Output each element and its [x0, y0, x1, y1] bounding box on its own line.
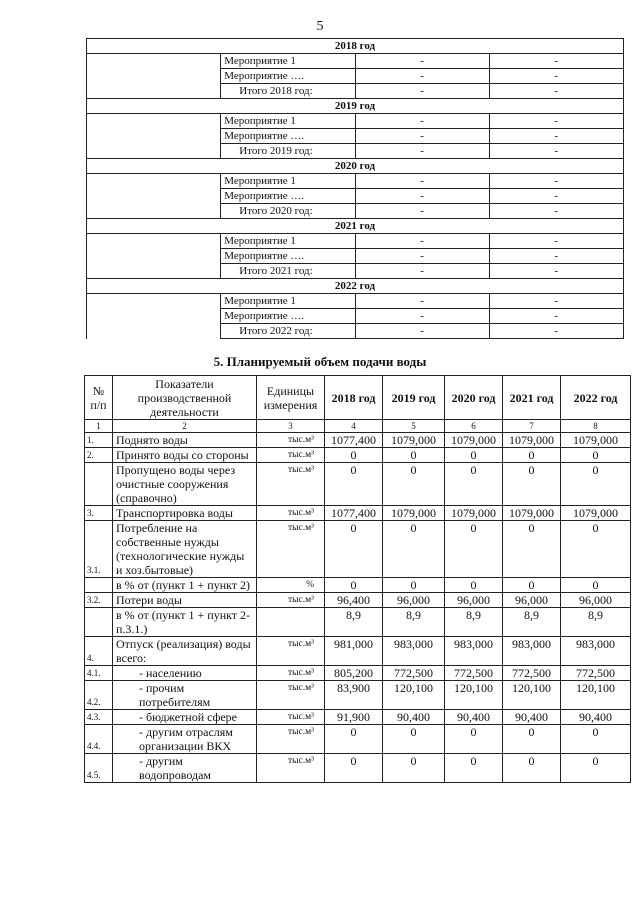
empty-cell — [87, 129, 221, 144]
unit: тыс.м³ — [257, 433, 325, 448]
total-label: Итого 2022 год: — [221, 324, 355, 339]
index-cell: 4 — [325, 420, 383, 433]
value-cell: 805,200 — [325, 666, 383, 681]
indicator-name: - бюджетной сфере — [113, 710, 257, 725]
header-2018: 2018 год — [325, 376, 383, 420]
year-header-row — [87, 159, 624, 174]
value-cell: 0 — [383, 725, 445, 754]
page-number: 5 — [316, 19, 324, 34]
indicator-name: Потери воды — [113, 593, 257, 608]
unit: тыс.м³ — [257, 754, 325, 783]
empty-cell — [87, 189, 221, 204]
header-indicator: Показатели производственной деятельности — [113, 376, 257, 420]
value-cell: 8,9 — [503, 608, 561, 637]
measure-row — [87, 129, 624, 144]
value-cell: 1077,400 — [325, 506, 383, 521]
value-cell: 0 — [383, 521, 445, 578]
value-cell: 1079,000 — [445, 506, 503, 521]
row-number: 3. — [85, 506, 113, 521]
table-row — [85, 521, 631, 578]
value-cell: 120,100 — [503, 681, 561, 710]
unit: тыс.м³ — [257, 448, 325, 463]
unit: тыс.м³ — [257, 637, 325, 666]
dash-value: - — [355, 309, 489, 324]
empty-cell — [87, 144, 221, 159]
indicator-name: Транспортировка воды — [113, 506, 257, 521]
total-row — [87, 204, 624, 219]
row-number: 4.3. — [85, 710, 113, 725]
measure-row — [87, 294, 624, 309]
indicator-name: - другим водопроводам — [113, 754, 257, 783]
table-row — [85, 578, 631, 593]
measure-row — [87, 249, 624, 264]
row-number — [85, 578, 113, 593]
table-row — [85, 725, 631, 754]
unit: тыс.м³ — [257, 593, 325, 608]
row-number: 4. — [85, 637, 113, 666]
dash-value: - — [489, 54, 623, 69]
indicator-name: Потребление на собственные нужды (технологические нужды и хоз.бытовые) — [113, 521, 257, 578]
dash-value: - — [355, 294, 489, 309]
value-cell: 90,400 — [503, 710, 561, 725]
value-cell: 772,500 — [445, 666, 503, 681]
table-row — [85, 463, 631, 506]
row-number — [85, 463, 113, 506]
dash-value: - — [489, 234, 623, 249]
value-cell: 0 — [445, 725, 503, 754]
value-cell: 0 — [561, 448, 631, 463]
table-row — [85, 754, 631, 783]
total-row — [87, 84, 624, 99]
dash-value: - — [355, 204, 489, 219]
value-cell: 0 — [561, 754, 631, 783]
value-cell: 0 — [503, 578, 561, 593]
value-cell: 96,000 — [503, 593, 561, 608]
value-cell: 8,9 — [445, 608, 503, 637]
dash-value: - — [355, 234, 489, 249]
indicator-name: - другим отраслям организации ВКХ — [113, 725, 257, 754]
value-cell: 0 — [503, 463, 561, 506]
total-label: Итого 2020 год: — [221, 204, 355, 219]
header-num: № п/п — [85, 376, 113, 420]
index-cell: 1 — [85, 420, 113, 433]
measure-row — [87, 114, 624, 129]
value-cell: 983,000 — [383, 637, 445, 666]
dash-value: - — [355, 84, 489, 99]
empty-cell — [87, 264, 221, 279]
header-row — [85, 376, 631, 420]
value-cell: 0 — [445, 521, 503, 578]
table-row — [85, 433, 631, 448]
value-cell: 0 — [445, 578, 503, 593]
year-header-row — [87, 99, 624, 114]
empty-cell — [87, 54, 221, 69]
indicator-name: в % от (пункт 1 + пункт 2) — [113, 578, 257, 593]
measure-row — [87, 309, 624, 324]
total-row — [87, 144, 624, 159]
dash-value: - — [489, 144, 623, 159]
value-cell: 983,000 — [503, 637, 561, 666]
dash-value: - — [489, 294, 623, 309]
measure-row — [87, 189, 624, 204]
value-cell: 0 — [325, 448, 383, 463]
measure-row — [87, 174, 624, 189]
total-row — [87, 264, 624, 279]
value-cell: 0 — [503, 754, 561, 783]
year-header-row — [87, 39, 624, 54]
year-label: 2019 год — [87, 99, 624, 114]
measure-label: Мероприятие 1 — [221, 174, 355, 189]
value-cell: 0 — [445, 754, 503, 783]
row-number: 4.5. — [85, 754, 113, 783]
value-cell: 8,9 — [383, 608, 445, 637]
value-cell: 1079,000 — [383, 433, 445, 448]
row-number: 4.1. — [85, 666, 113, 681]
empty-cell — [87, 234, 221, 249]
empty-cell — [87, 309, 221, 324]
measure-row — [87, 69, 624, 84]
table-row — [85, 710, 631, 725]
table-row — [85, 608, 631, 637]
value-cell: 772,500 — [383, 666, 445, 681]
measure-row — [87, 54, 624, 69]
index-cell: 3 — [257, 420, 325, 433]
value-cell: 120,100 — [561, 681, 631, 710]
value-cell: 1077,400 — [325, 433, 383, 448]
dash-value: - — [355, 69, 489, 84]
value-cell: 8,9 — [325, 608, 383, 637]
index-cell: 7 — [503, 420, 561, 433]
dash-value: - — [489, 129, 623, 144]
value-cell: 83,900 — [325, 681, 383, 710]
value-cell: 983,000 — [445, 637, 503, 666]
dash-value: - — [355, 129, 489, 144]
index-cell: 5 — [383, 420, 445, 433]
row-number: 4.2. — [85, 681, 113, 710]
empty-cell — [87, 204, 221, 219]
column-index-row — [85, 420, 631, 433]
header-2019: 2019 год — [383, 376, 445, 420]
value-cell: 90,400 — [383, 710, 445, 725]
header-2021: 2021 год — [503, 376, 561, 420]
unit — [257, 608, 325, 637]
value-cell: 1079,000 — [561, 433, 631, 448]
dash-value: - — [489, 189, 623, 204]
total-label: Итого 2021 год: — [221, 264, 355, 279]
empty-cell — [87, 174, 221, 189]
value-cell: 983,000 — [561, 637, 631, 666]
dash-value: - — [355, 144, 489, 159]
dash-value: - — [489, 249, 623, 264]
measure-label: Мероприятие …. — [221, 129, 355, 144]
year-label: 2022 год — [87, 279, 624, 294]
table-row — [85, 681, 631, 710]
indicator-name: - населению — [113, 666, 257, 681]
value-cell: 0 — [383, 578, 445, 593]
dash-value: - — [355, 249, 489, 264]
value-cell: 0 — [503, 725, 561, 754]
indicator-name: Пропущено воды через очистные сооружения (справочно) — [113, 463, 257, 506]
dash-value: - — [355, 189, 489, 204]
table-row — [85, 506, 631, 521]
empty-cell — [87, 114, 221, 129]
year-label: 2021 год — [87, 219, 624, 234]
dash-value: - — [489, 204, 623, 219]
measure-label: Мероприятие 1 — [221, 294, 355, 309]
dash-value: - — [489, 324, 623, 339]
section-title: 5. Планируемый объем подачи воды — [213, 354, 427, 369]
year-label: 2020 год — [87, 159, 624, 174]
empty-cell — [87, 84, 221, 99]
row-number: 4.4. — [85, 725, 113, 754]
empty-cell — [87, 249, 221, 264]
table-row — [85, 637, 631, 666]
unit: % — [257, 578, 325, 593]
value-cell: 1079,000 — [503, 506, 561, 521]
row-number: 3.1. — [85, 521, 113, 578]
value-cell: 0 — [561, 463, 631, 506]
year-label: 2018 год — [87, 39, 624, 54]
measure-label: Мероприятие …. — [221, 309, 355, 324]
indicator-name: Поднято воды — [113, 433, 257, 448]
value-cell: 0 — [503, 448, 561, 463]
total-label: Итого 2019 год: — [221, 144, 355, 159]
value-cell: 120,100 — [383, 681, 445, 710]
value-cell: 0 — [383, 754, 445, 783]
header-unit: Единицы измерения — [257, 376, 325, 420]
indicator-name: Отпуск (реализация) воды всего: — [113, 637, 257, 666]
value-cell: 1079,000 — [445, 433, 503, 448]
value-cell: 0 — [561, 578, 631, 593]
measure-label: Мероприятие 1 — [221, 114, 355, 129]
dash-value: - — [489, 309, 623, 324]
row-number: 1. — [85, 433, 113, 448]
total-row — [87, 324, 624, 339]
table-row — [85, 593, 631, 608]
value-cell: 0 — [325, 754, 383, 783]
unit: тыс.м³ — [257, 666, 325, 681]
measure-label: Мероприятие 1 — [221, 234, 355, 249]
measure-row — [87, 234, 624, 249]
unit: тыс.м³ — [257, 506, 325, 521]
dash-value: - — [355, 114, 489, 129]
dash-value: - — [489, 264, 623, 279]
table-row — [85, 666, 631, 681]
value-cell: 0 — [325, 463, 383, 506]
value-cell: 96,400 — [325, 593, 383, 608]
row-number: 3.2. — [85, 593, 113, 608]
value-cell: 1079,000 — [503, 433, 561, 448]
value-cell: 772,500 — [561, 666, 631, 681]
row-number — [85, 608, 113, 637]
year-header-row — [87, 279, 624, 294]
total-label: Итого 2018 год: — [221, 84, 355, 99]
unit: тыс.м³ — [257, 521, 325, 578]
dash-value: - — [489, 69, 623, 84]
value-cell: 96,000 — [561, 593, 631, 608]
value-cell: 0 — [445, 448, 503, 463]
value-cell: 0 — [561, 521, 631, 578]
indicator-name: - прочим потребителям — [113, 681, 257, 710]
dash-value: - — [355, 324, 489, 339]
value-cell: 0 — [325, 521, 383, 578]
value-cell: 96,000 — [445, 593, 503, 608]
water-supply-table — [84, 375, 631, 783]
dash-value: - — [355, 264, 489, 279]
row-number: 2. — [85, 448, 113, 463]
dash-value: - — [355, 174, 489, 189]
measure-label: Мероприятие …. — [221, 189, 355, 204]
value-cell: 120,100 — [445, 681, 503, 710]
unit: тыс.м³ — [257, 710, 325, 725]
plan-measures-table — [86, 38, 624, 339]
dash-value: - — [489, 114, 623, 129]
value-cell: 90,400 — [561, 710, 631, 725]
value-cell: 8,9 — [561, 608, 631, 637]
value-cell: 1079,000 — [561, 506, 631, 521]
value-cell: 0 — [445, 463, 503, 506]
value-cell: 0 — [325, 725, 383, 754]
header-2020: 2020 год — [445, 376, 503, 420]
header-2022: 2022 год — [561, 376, 631, 420]
value-cell: 96,000 — [383, 593, 445, 608]
empty-cell — [87, 294, 221, 309]
value-cell: 91,900 — [325, 710, 383, 725]
value-cell: 981,000 — [325, 637, 383, 666]
value-cell: 1079,000 — [383, 506, 445, 521]
value-cell: 0 — [383, 463, 445, 506]
value-cell: 0 — [325, 578, 383, 593]
value-cell: 0 — [503, 521, 561, 578]
value-cell: 0 — [383, 448, 445, 463]
indicator-name: в % от (пункт 1 + пункт 2-п.3.1.) — [113, 608, 257, 637]
table-row — [85, 448, 631, 463]
unit: тыс.м³ — [257, 681, 325, 710]
measure-label: Мероприятие …. — [221, 69, 355, 84]
unit: тыс.м³ — [257, 725, 325, 754]
index-cell: 2 — [113, 420, 257, 433]
dash-value: - — [489, 84, 623, 99]
unit: тыс.м³ — [257, 463, 325, 506]
measure-label: Мероприятие 1 — [221, 54, 355, 69]
indicator-name: Принято воды со стороны — [113, 448, 257, 463]
dash-value: - — [355, 54, 489, 69]
measure-label: Мероприятие …. — [221, 249, 355, 264]
value-cell: 772,500 — [503, 666, 561, 681]
value-cell: 0 — [561, 725, 631, 754]
value-cell: 90,400 — [445, 710, 503, 725]
empty-cell — [87, 69, 221, 84]
year-header-row — [87, 219, 624, 234]
dash-value: - — [489, 174, 623, 189]
index-cell: 6 — [445, 420, 503, 433]
empty-cell — [87, 324, 221, 339]
index-cell: 8 — [561, 420, 631, 433]
